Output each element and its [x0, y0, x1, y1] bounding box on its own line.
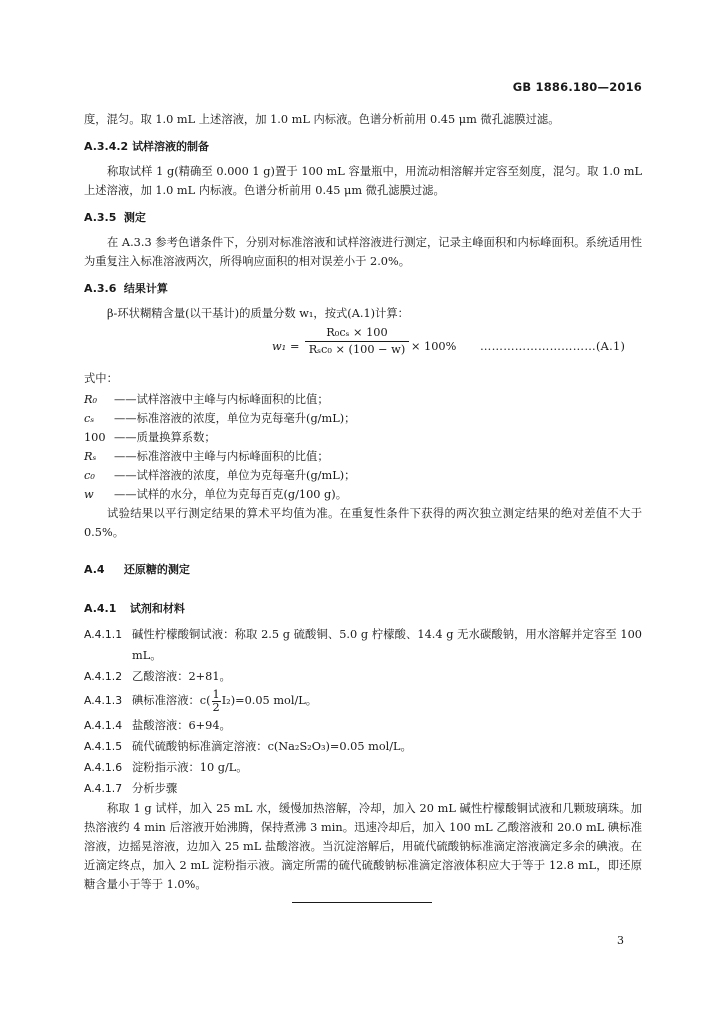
fraction-numerator: 1	[212, 687, 220, 701]
section-heading-a41	[84, 599, 642, 618]
formula-lhs: w₁	[272, 340, 287, 353]
where-symbol: Rₛ	[84, 450, 97, 463]
item-text: 硫代硫酸钠标准滴定溶液：c(Na₂S₂O₃)=0.05 mol/L。	[132, 740, 412, 753]
list-item	[84, 624, 642, 666]
where-description: ——试样溶液中主峰与内标峰面积的比值；	[114, 393, 329, 406]
formula-numerator: R₀cₛ × 100	[305, 325, 409, 342]
item-number: A.4.1.1	[84, 628, 123, 641]
standard-number-header: GB 1886.180—2016	[512, 80, 642, 94]
formula-fraction	[305, 325, 409, 358]
where-item	[84, 447, 642, 466]
formula-a1	[84, 325, 642, 365]
item-number: A.4.1.5	[84, 740, 123, 753]
where-label: 式中：	[84, 372, 118, 385]
where-description: ——试样溶液的浓度，单位为克每毫升(g/mL)；	[114, 469, 356, 482]
inline-fraction	[212, 689, 221, 714]
where-description: ——标准溶液中主峰与内标峰面积的比值；	[114, 450, 329, 463]
formula-equals: =	[290, 340, 300, 353]
section-number: A.4	[84, 563, 105, 576]
where-symbol: cₛ	[84, 412, 95, 425]
item-text-pre: 碘标准溶液：c(	[132, 694, 211, 707]
formula-tag: …………………………(A.1)	[480, 340, 626, 353]
section-heading-a35	[84, 208, 642, 227]
end-rule	[292, 902, 432, 903]
section-title: 测定	[123, 211, 146, 224]
item-text: 碱性柠檬酸铜试液：称取 2.5 g 硫酸铜、5.0 g 柠檬酸、14.4 g 无水碳酸钠，用水溶解并定容至 100 mL。	[132, 628, 642, 662]
section-title: 还原糖的测定	[123, 563, 190, 576]
section-number: A.4.1	[84, 602, 117, 615]
section-number: A.3.4.2	[84, 140, 129, 153]
section-title: 结果计算	[123, 282, 168, 295]
list-item	[84, 715, 642, 736]
where-description: ——质量换算系数；	[114, 431, 216, 444]
list-item	[84, 757, 642, 778]
formula-intro: β-环状糊精含量(以干基计)的质量分数 w₁，按式(A.1)计算：	[107, 307, 409, 320]
fraction-denominator: 2	[212, 700, 220, 714]
where-symbol: R₀	[84, 393, 98, 406]
item-text-post: I₂)=0.05 mol/L。	[221, 694, 318, 707]
where-item	[84, 485, 642, 504]
formula-denominator: Rₛc₀ × (100 − w)	[308, 343, 406, 356]
where-description: ——试样的水分，单位为克每百克(g/100 g)。	[114, 488, 347, 501]
list-item	[84, 736, 642, 757]
where-description: ——标准溶液的浓度，单位为克每毫升(g/mL)；	[114, 412, 356, 425]
item-text: 分析步骤	[132, 782, 178, 795]
paragraph-continued: 度，混匀。取 1.0 mL 上述溶液，加 1.0 mL 内标液。色谱分析前用 0.45 μm 微孔滤膜过滤。	[84, 113, 560, 126]
list-item	[84, 778, 642, 799]
item-text	[132, 687, 642, 715]
where-item	[84, 428, 642, 447]
section-title: 试样溶液的制备	[132, 140, 210, 153]
page-number: 3	[617, 934, 624, 947]
where-symbol: c₀	[84, 469, 95, 482]
formula-multiplier: × 100%	[411, 340, 457, 353]
list-item	[84, 666, 642, 687]
where-item	[84, 409, 642, 428]
section-title: 试剂和材料	[129, 602, 185, 615]
where-symbol: w	[84, 488, 94, 501]
item-number: A.4.1.6	[84, 761, 123, 774]
paragraph-measurement: 在 A.3.3 参考色谱条件下，分别对标准溶液和试样溶液进行测定，记录主峰面积和内标峰面积。系统适用性为重复注入标准溶液两次，所得响应面积的相对误差小于 2.0%。	[84, 236, 642, 268]
item-number: A.4.1.3	[84, 694, 123, 707]
where-item	[84, 466, 642, 485]
list-item	[84, 687, 642, 715]
section-heading-a36	[84, 279, 642, 298]
paragraph-analysis-steps: 称取 1 g 试样，加入 25 mL 水，缓慢加热溶解，冷却，加入 20 mL 碱性柠檬酸铜试液和几颗玻璃珠。加热溶液约 4 min 后溶液开始沸腾，保持煮沸 3 min。迅速冷却后，加入 100 mL 乙酸溶液和 20.0 mL 碘标准溶液，边摇晃溶液，边加入 25 mL 盐酸溶液。当沉淀溶解后，用硫代硫酸钠标准滴定溶液滴定多余的碘液。在近滴定终点，加入 2 mL 淀粉指示液。滴定所需的硫代硫酸钠标准滴定溶液体积应大于等于 12.8 mL，即还原糖含量小于等于 1.0%。	[84, 802, 642, 891]
item-number: A.4.1.7	[84, 782, 123, 795]
item-number: A.4.1.2	[84, 670, 123, 683]
item-text: 乙酸溶液：2+81。	[132, 670, 231, 683]
item-number: A.4.1.4	[84, 719, 123, 732]
item-text: 盐酸溶液：6+94。	[132, 719, 231, 732]
section-heading-a342	[84, 137, 642, 156]
document-content	[84, 110, 642, 894]
where-symbol: 100	[84, 431, 106, 444]
paragraph-result: 试验结果以平行测定结果的算术平均值为准。在重复性条件下获得的两次独立测定结果的绝对差值不大于 0.5%。	[84, 507, 642, 539]
paragraph-sample-prep: 称取试样 1 g(精确至 0.000 1 g)置于 100 mL 容量瓶中，用流动相溶解并定容至刻度，混匀。取 1.0 mL上述溶液，加 1.0 mL 内标液。色谱分析前用 0.45 μm 微孔滤膜过滤。	[84, 165, 642, 197]
where-item	[84, 390, 642, 409]
section-number: A.3.6	[84, 282, 117, 295]
section-number: A.3.5	[84, 211, 117, 224]
where-list	[84, 390, 642, 504]
section-heading-a4	[84, 560, 642, 579]
item-text: 淀粉指示液：10 g/L。	[132, 761, 248, 774]
